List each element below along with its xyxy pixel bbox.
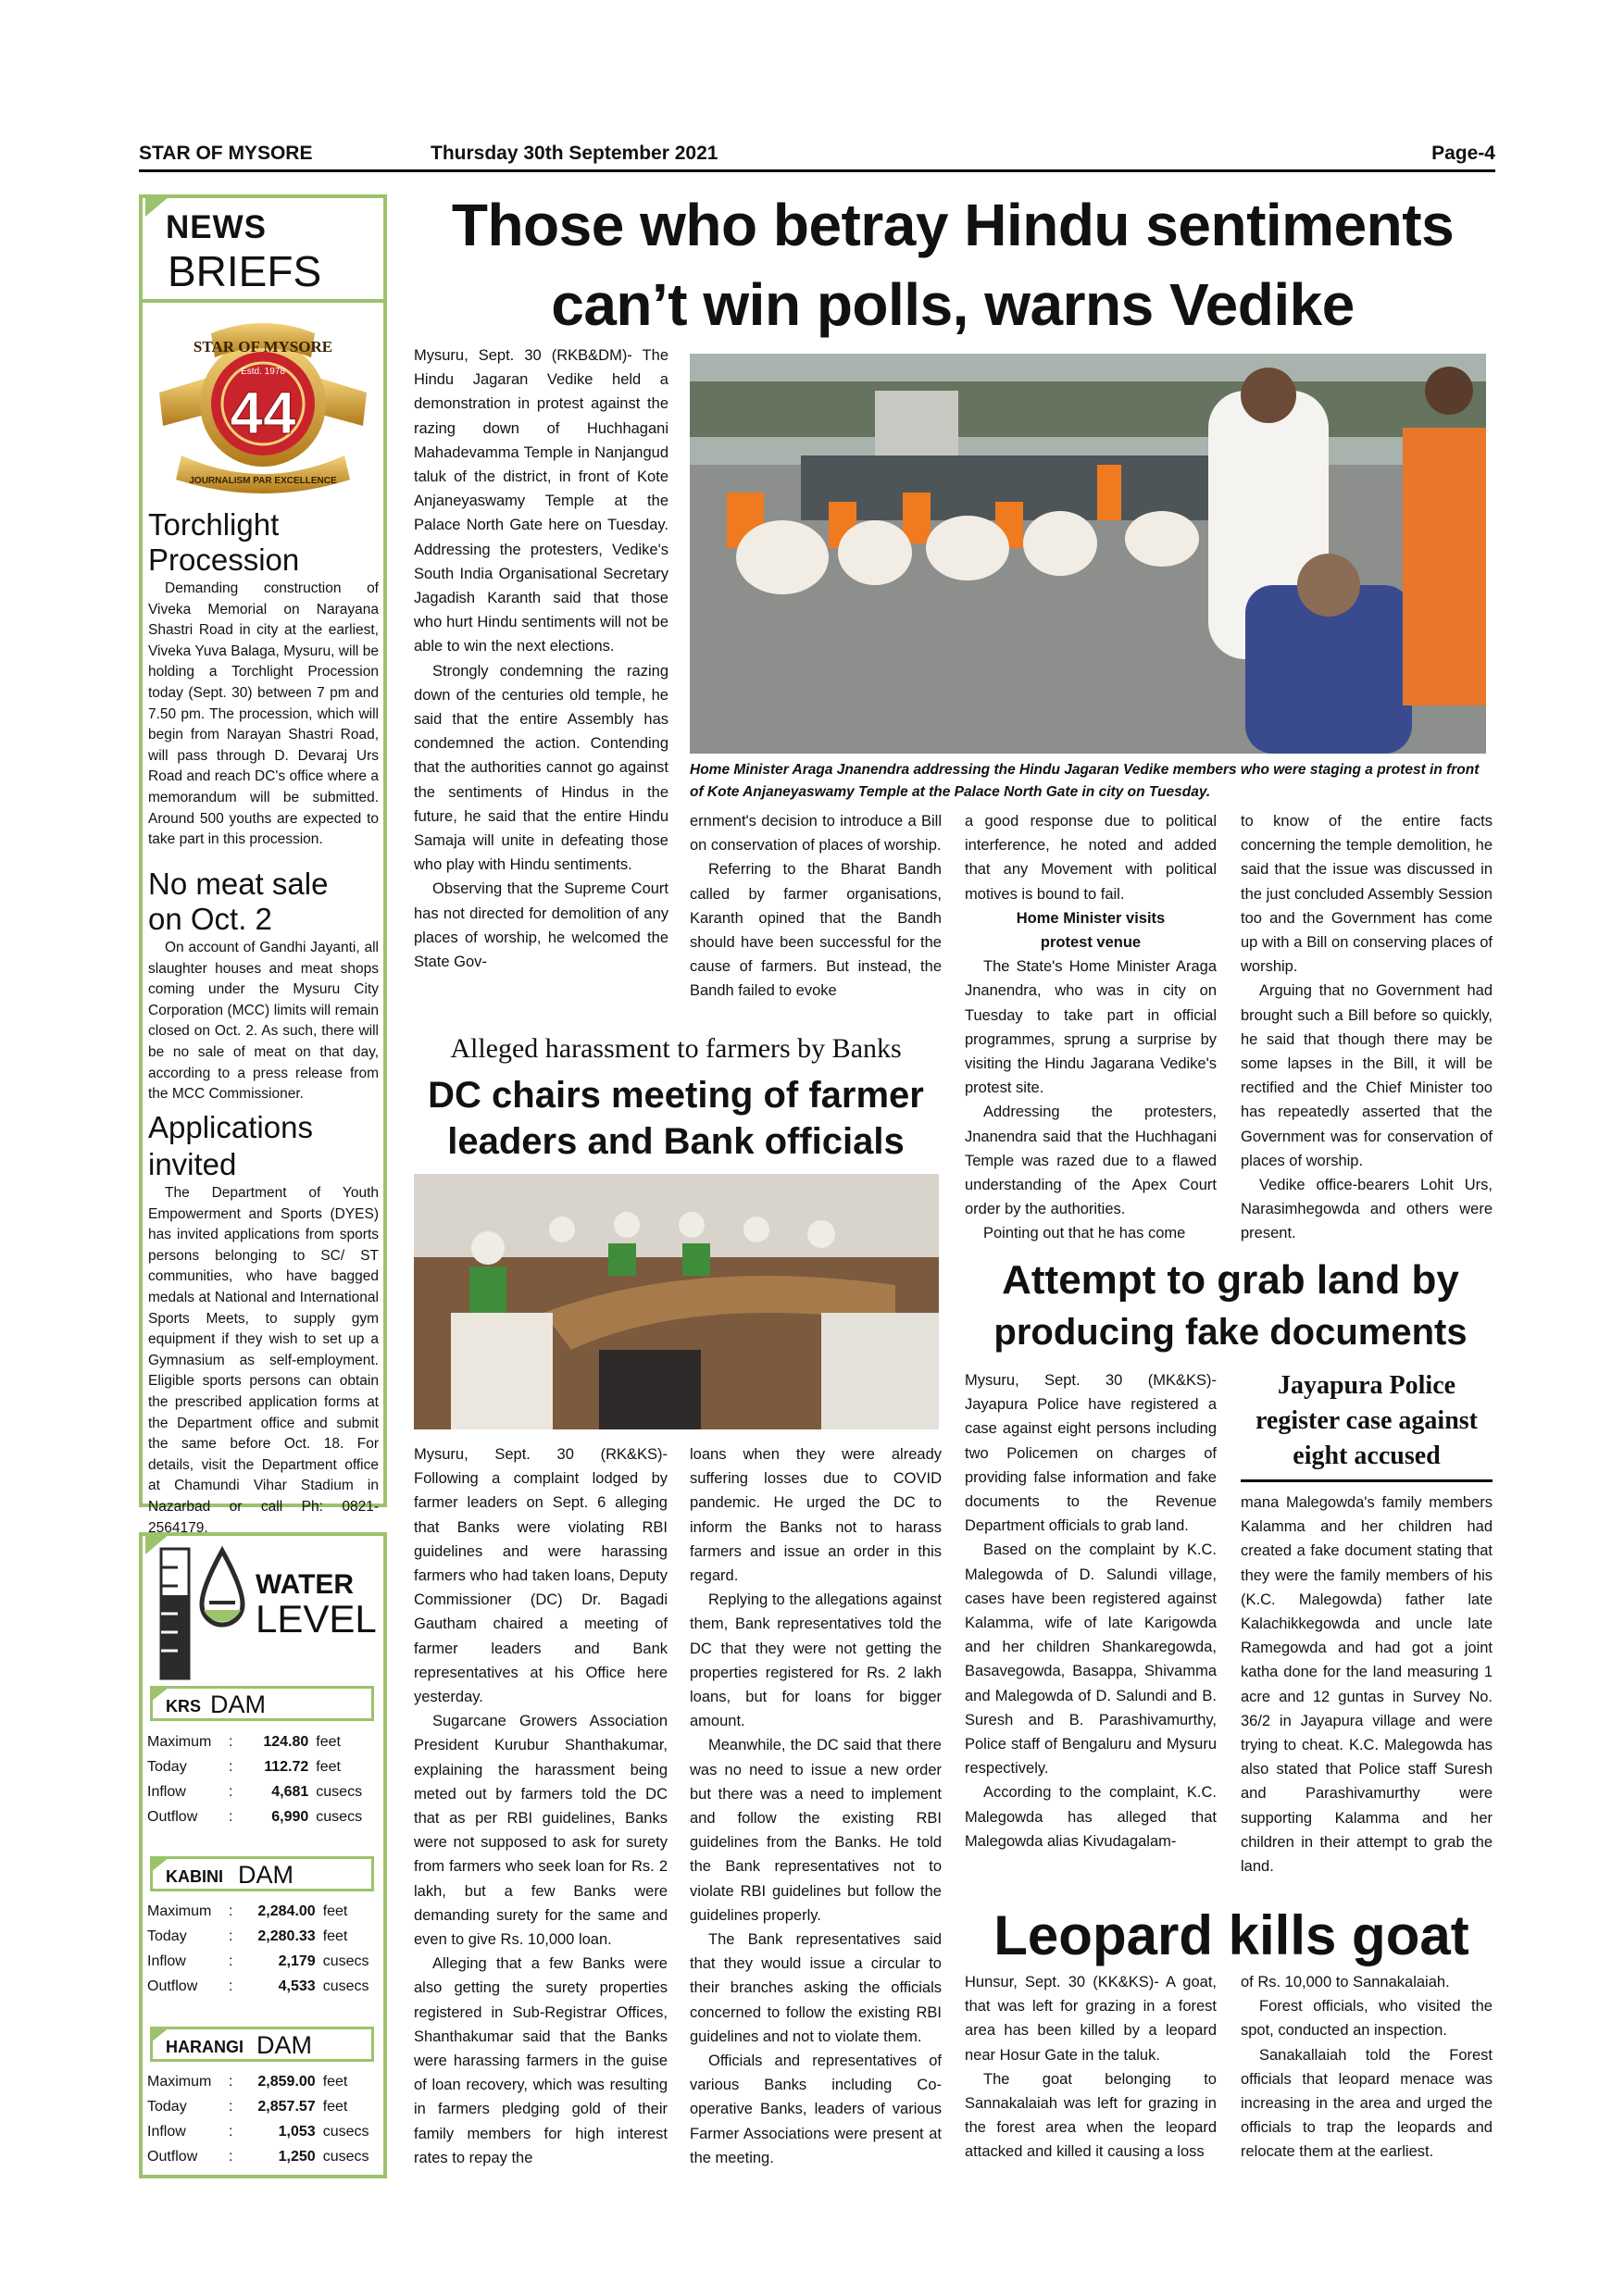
colon: : [229,2074,233,2090]
logo-top-text: STAR OF MYSORE [193,338,333,356]
row-label: Today [147,1928,187,1944]
row-value: 2,179 [278,1953,316,1969]
level-title: LEVEL [256,1597,377,1641]
table-row [147,1974,378,1999]
paragraph: Arguing that no Government had brought such a Bill before so quickly, he said that though there may be some lapses in the Bill, it will be rectified and the Chief Minister too has repeatedly asserted that the Government was for conservation of places of worship. [1241,982,1493,1169]
brief-applications [148,1109,379,1539]
row-value: 1,053 [278,2124,316,2140]
row-label: Maximum [147,1903,212,1919]
dam-bold-name: KABINI [166,1867,223,1886]
headline-line: Attempt to grab land by [1002,1257,1459,1303]
colon: : [229,1809,233,1825]
brief-no-meat [148,866,379,1105]
headline-line: leaders and Bank officials [447,1121,905,1162]
row-value: 1,250 [278,2149,316,2165]
news-title: NEWS [166,209,267,245]
colon: : [229,2099,233,2115]
row-label: Inflow [147,1953,186,1969]
brief-heading: No meat sale [148,867,329,901]
dam-header-harangi [150,2027,374,2062]
dam-label: DAM [210,1691,266,1718]
krs-table [147,1729,378,1829]
paragraph: ernment's decision to introduce a Bill on conservation of places of worship. [690,813,942,855]
colon: : [229,1759,233,1775]
kicker-line: Jayapura Police [1277,1371,1456,1400]
row-unit: feet [322,1928,348,1944]
dam-bold-name: HARANGI [166,2038,244,2056]
row-label: Today [147,1759,187,1775]
vedike-col-1 [414,343,668,1029]
headline-dc-meeting [407,1072,944,1165]
kabini-table [147,1899,378,1999]
row-unit: feet [322,1903,348,1919]
table-row [147,2094,378,2119]
colon: : [229,1903,233,1919]
harangi-table [147,2069,378,2169]
brief-body: The Department of Youth Empowerment and Sports (DYES) has invited applications from sports persons belonging to SC/ ST communities, who have bagged medals at National and International Sports Meets, to supply gym equipment if they wish to set up a Gymnasium as self-employment. Eligible sports persons can obtain the prescribed application forms at the Department office and submit the same before Oct. 18. For details, visit the Department office at Chamundi Vihar Stadium in Nazarbad or call Ph: 0821-2564179. [148,1185,379,1536]
star-of-mysore-44-logo [154,317,372,500]
row-unit: cusecs [322,1978,369,1994]
row-value: 4,533 [278,1978,316,1994]
headline-line: Those who betray Hindu sentiments [451,192,1455,258]
paragraph: The State's Home Minister Araga Jnanendra, who was in city on Tuesday to take part in official programmes, sprung a surprise by visiting the Hindu Jagarana Vedike's protest site. [965,958,1217,1097]
paragraph: Based on the complaint by K.C. Malegowda of D. Salundi village, cases have been registered against Kalamma, wife of late Karigowda and her children Shankaregowda, Basavegowda, Basappa, Shivamma and Malegowda of D. Salundi and B. Suresh and B. Parashivamurthy, Police staff of Bengaluru and Mysuru respectively. [965,1541,1217,1778]
paragraph: Sugarcane Growers Association President Kurubur Shanthakumar, explaining the harassment being meted out by farmers told the DC that as per RBI guidelines, Banks were not supposed to ask for surety from farmers who seek loan for Rs. 2 lakh, but a few Banks were demanding surety for the same and even to give Rs. 10,000 loan. [414,1713,668,1949]
table-row [147,1804,378,1829]
dam-bold-name: KRS [166,1697,202,1716]
paragraph: Officials and representatives of various Banks including Co-operative Banks, leaders of various Farmer Associations were present at the meeting. [690,2053,942,2166]
briefs-divider [143,299,383,303]
dam-header-kabini [150,1856,374,1891]
paragraph: Mysuru, Sept. 30 (RK&KS)- Following a complaint lodged by farmer leaders on Sept. 6 alleging that Banks were violating RBI guidelines and were harassing farmers who had taken loans, Deputy Commissioner (DC) Dr. Bagadi Gautham chaired a meeting of farmer leaders and Bank representatives at his Office here yesterday. [414,1446,668,1706]
row-unit: cusecs [316,1809,363,1825]
kicker-rule [1241,1479,1493,1482]
row-unit: cusecs [316,1784,363,1800]
colon: : [229,1978,233,1994]
colon: : [229,1784,233,1800]
paragraph: Meanwhile, the DC said that there was no need to issue a new order but there was a need to implement and follow the existing RBI guidelines from the Banks. He told the Bank representatives not to violate RBI guidelines but follow the guidelines properly. [690,1737,942,1924]
headline-vedike [407,185,1498,344]
dc-col-1 [414,1442,668,2203]
paragraph: a good response due to political interference, he noted and added that any Movement with political motives is bound to fail. [965,813,1217,903]
issue-date: Thursday 30th September 2021 [431,143,718,164]
row-label: Outflow [147,1809,198,1825]
paragraph: Mysuru, Sept. 30 (MK&KS)- Jayapura Police have registered a case against eight persons including two Policemen on charges of providing false information and fake documents to the Revenue Department officials to grab land. [965,1372,1217,1535]
table-row [147,1924,378,1949]
paragraph: Mysuru, Sept. 30 (RKB&DM)- The Hindu Jagaran Vedike held a demonstration in protest against the razing down of Huchhagani Mahadevamma Temple in Nanjangud taluk of the district, in front of Kote Anjaneyaswamy Temple at the Palace North Gate here on Tuesday. Addressing the protesters, Vedike's South India Organisational Secretary Jagadish Karanth said that those who hurt Hindu sentiments will not be able to win the next elections. [414,347,668,655]
subhead: Home Minister visits [1016,909,1166,927]
brief-heading: Torchlight [148,507,280,542]
paragraph: The Bank representatives said that they would issue a circular to their branches asking the officials concerned to follow the existing RBI guidelines and not to violate them. [690,1931,942,2045]
row-value: 2,284.00 [257,1903,316,1919]
row-label: Outflow [147,2149,198,2165]
paragraph: Vedike office-bearers Lohit Urs, Narasimhegowda and others were present. [1241,1177,1493,1242]
land-col-2 [1241,1491,1493,1898]
header-rule [139,169,1495,172]
table-row [147,1899,378,1924]
colon: : [229,1928,233,1944]
paragraph: to know of the entire facts concerning the temple demolition, he said that the issue was discussed in the just concluded Assembly Session too and the Government has come up with a Bill on conserving places of worship. [1241,813,1493,976]
colon: : [229,2149,233,2165]
row-value: 4,681 [271,1784,309,1800]
row-label: Maximum [147,1734,212,1750]
table-row [147,1754,378,1779]
kicker-line: register case against [1255,1406,1479,1435]
table-row [147,2119,378,2144]
row-value: 2,857.57 [257,2099,316,2115]
brief-heading: Applications invited [148,1110,313,1181]
table-row [147,2144,378,2169]
news-briefs-box [139,194,387,1536]
row-unit: cusecs [322,2124,369,2140]
dam-label: DAM [238,1861,294,1889]
row-unit: cusecs [322,2149,369,2165]
land-col-1 [965,1368,1217,1905]
logo-number: 44 [230,380,296,446]
row-value: 124.80 [263,1734,309,1750]
dc-col-2 [690,1442,942,2203]
paragraph: Referring to the Bharat Bandh called by farmer organisations, Karanth opined that the Bandh should have been successful for the cause of farmers. But instead, the Bandh failed to evoke [690,861,942,1000]
paragraph: Replying to the allegations against them, Bank representatives told the DC that they were not getting the properties registered for Rs. 2 lakh loans, but for loans for bigger amount. [690,1591,942,1730]
protest-photo [690,354,1486,754]
paragraph: According to the complaint, K.C. Malegowda has alleged that Malegowda alias Kivudagalam- [965,1784,1217,1850]
headline-leopard: Leopard kills goat [993,1904,1469,1966]
paragraph: Strongly condemning the razing down of the centuries old temple, he said that the entire Assembly has condemned the action. Contending that the authorities cannot go against the sentiments of Hindus in the future, he said that the entire Hindu Samaja will unite in defeating those who play with Hindu sentiments. [414,662,668,874]
briefs-title: BRIEFS [168,247,322,295]
row-unit: feet [316,1734,341,1750]
headline-land-grab [963,1254,1498,1358]
meeting-photo-illustration [414,1174,939,1429]
row-label: Outflow [147,1978,198,1994]
row-unit: feet [316,1759,341,1775]
dam-label: DAM [256,2031,312,2059]
leopard-col-2 [1241,1970,1493,2203]
table-row [147,1779,378,1804]
colon: : [229,1734,233,1750]
row-unit: feet [322,2074,348,2090]
headline-line: DC chairs meeting of farmer [428,1075,924,1116]
table-row [147,1949,378,1974]
paragraph: Hunsur, Sept. 30 (KK&KS)- A goat, that was left for grazing in a forest area has been killed by a leopard near Hosur Gate in the taluk. [965,1974,1217,2064]
paragraph: loans when they were already suffering losses due to COVID pandemic. He urged the DC to inform the Banks not to harass farmers and issue an order in this regard. [690,1446,942,1585]
vedike-col-4 [1241,809,1493,1244]
row-label: Today [147,2099,187,2115]
kicker-harassment: Alleged harassment to farmers by Banks [450,1033,902,1064]
headline-line: can’t win polls, warns Vedike [551,271,1355,338]
subhead: protest venue [1040,934,1142,952]
brief-heading: on Oct. 2 [148,902,272,936]
page-number: Page-4 [1431,143,1495,164]
row-unit: feet [322,2099,348,2115]
paragraph: Forest officials, who visited the spot, conducted an inspection. [1241,1998,1493,2040]
row-value: 6,990 [271,1809,309,1825]
logo-estd: Estd. 1978 [241,367,285,377]
kicker-jayapura [1241,1368,1493,1474]
water-title: WATER [256,1569,355,1600]
row-value: 112.72 [264,1759,309,1775]
paragraph: Addressing the protesters, Jnanendra said that the Huchhagani Temple was razed due to a flawed understanding of the Apex Court order by the authorities. [965,1104,1217,1218]
paragraph: of Rs. 10,000 to Sannakalaiah. [1241,1974,1450,1990]
row-label: Inflow [147,1784,186,1800]
leopard-col-1 [965,1970,1217,2203]
brief-body: On account of Gandhi Jayanti, all slaughter houses and meat shops coming under the Mysuru City Corporation (MCC) limits will remain closed on Oct. 2. As such, there will be no sale of meat on that day, according to a press release from the MCC Commissioner. [148,940,379,1103]
meeting-photo [414,1174,939,1429]
colon: : [229,2124,233,2140]
paper-name: STAR OF MYSORE [139,143,313,164]
brief-torchlight [148,506,379,851]
row-label: Inflow [147,2124,186,2140]
colon: : [229,1953,233,1969]
vedike-col-2 [690,809,942,1031]
logo-ribbon: JOURNALISM PAR EXCELLENCE [189,476,337,486]
row-unit: cusecs [322,1953,369,1969]
paragraph: Observing that the Supreme Court has not directed for demolition of any places of worship, he welcomed the State Gov- [414,880,668,971]
kicker-line: eight accused [1293,1441,1441,1470]
headline-line: producing fake documents [993,1312,1468,1353]
paragraph: The goat belonging to Sannakalaiah was left for grazing in the forest area when the leopard attacked and killed it causing a loss [965,2070,1217,2161]
row-label: Maximum [147,2074,212,2090]
row-value: 2,859.00 [257,2074,316,2090]
table-row [147,1729,378,1754]
protest-photo-illustration [690,354,1486,754]
paragraph: Pointing out that he has come [983,1225,1186,1242]
table-row [147,2069,378,2094]
paragraph: Alleging that a few Banks were also getting the surety properties registered in Sub-Registrar Offices, Shanthakumar said that the Banks were harassing farmers in the guise of loan recovery, which was resulting in farmers pledging gold of their family members for high interest rates to repay the [414,1955,668,2166]
brief-body: Demanding construction of Viveka Memorial on Narayana Shastri Road in city at the earliest, Viveka Yuva Balaga, Mysuru, will be holding a Torchlight Procession today (Sept. 30) between 7 pm and 7.50 pm. The procession, which will begin from Narayan Shastri Road, will pass through D. Devaraj Urs Road and reach DC's office where a memorandum will be submitted. Around 500 youths are expected to take part in this procession. [148,580,379,848]
brief-heading: Procession [148,543,300,577]
vedike-col-3 [965,809,1217,1244]
paragraph: Sanakallaiah told the Forest officials that leopard menace was increasing in the area and urged the officials to trap the leopards and relocate them at the earliest. [1241,2046,1493,2161]
row-value: 2,280.33 [257,1928,316,1944]
dam-header-krs [150,1686,374,1721]
paragraph: mana Malegowda's family members Kalamma and her children had created a fake document stating that they were the family members of his (K.C. Malegowda) father late Kalachikkegowda and uncle late Ramegowda and had got a joint katha done for the land measuring 1 acre and 12 guntas in Survey No. 36/2 in Jayapura village and were trying to cheat. K.C. Malegowda has also stated that Police staff Suresh and Parashivamurthy were supporting Kalamma and her children in their attempt to grab the land. [1241,1494,1493,1876]
protest-caption: Home Minister Araga Jnanendra addressing the Hindu Jagaran Vedike members who were staging a protest in front of Kote Anjaneyaswamy Temple at the Palace North Gate in city on Tuesday. [690,762,1480,800]
